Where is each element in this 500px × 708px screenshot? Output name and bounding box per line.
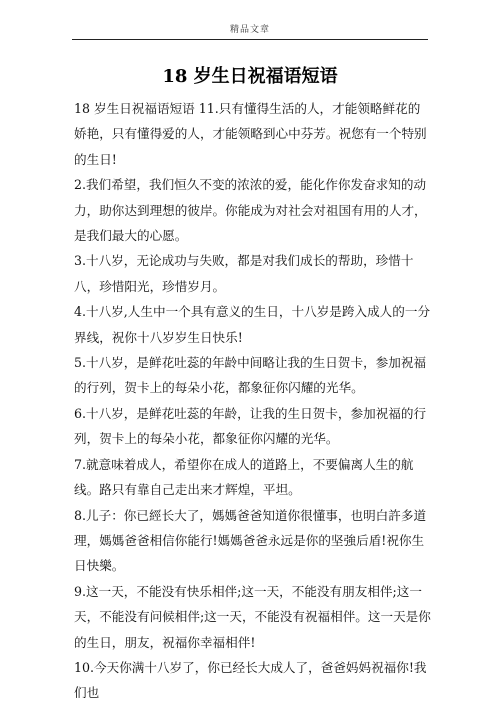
paragraph-4: 4.十八岁,人生中一个具有意义的生日，十八岁是跨入成人的一分界线，祝你十八岁岁生日快乐! (74, 304, 431, 345)
paragraph-7: 7.就意味着成人，希望你在成人的道路上，不要偏离人生的航线。路只有靠自己走出来才辉煌，平坦。 (74, 456, 414, 498)
paragraph-2: 2.我们希望，我们恒久不变的浓浓的爱，能化作你发奋求知的动力，助你达到理想的彼岸。你能成为对社会对祖国有用的人才，是我们最大的心愿。 (74, 177, 427, 244)
article-body (74, 96, 432, 706)
header-label: 精品文章 (229, 25, 270, 35)
paragraph-6: 6.十八岁，是鲜花吐蕊的年龄，让我的生日贺卡，参加祝福的行列，贺卡上的每朵小花，都象征你闪耀的光华。 (74, 405, 427, 447)
paragraph-5: 5.十八岁，是鲜花吐蕊的年龄中间略让我的生日贺卡，参加祝福的行列，贺卡上的每朵小花，都象征你闪耀的光华。 (74, 355, 427, 396)
paragraph-9: 9.这一天，不能没有快乐相伴;这一天，不能没有朋友相伴;这一天，不能没有问候相伴;这一天，不能没有祝福相伴。这一天是你的生日，朋友，祝福你幸福相伴! (74, 583, 431, 650)
paragraph-3: 3.十八岁，无论成功与失败，都是对我们成长的帮助，珍惜十八，珍惜阳光，珍惜岁月。 (74, 253, 414, 294)
page-title: 18 岁生日祝福语短语 (162, 66, 338, 87)
paragraph-1: 18 岁生日祝福语短语 11.只有懂得生活的人，才能领略鲜花的娇艳，只有懂得爱的人，才能领略到心中芬芳。祝您有一个特别的生日! (74, 101, 427, 167)
paragraph-10: 10.今天你满十八岁了，你已经长大成人了，爸爸妈妈祝福你!我们也 (74, 659, 427, 701)
header-divider (72, 39, 428, 40)
paragraph-8: 8.儿子：你已經长大了，媽媽爸爸知道你很懂事，也明白許多道理，媽媽爸爸相信你能行!媽媽爸爸永远是你的坚強后盾!祝你生日快樂。 (74, 507, 427, 574)
